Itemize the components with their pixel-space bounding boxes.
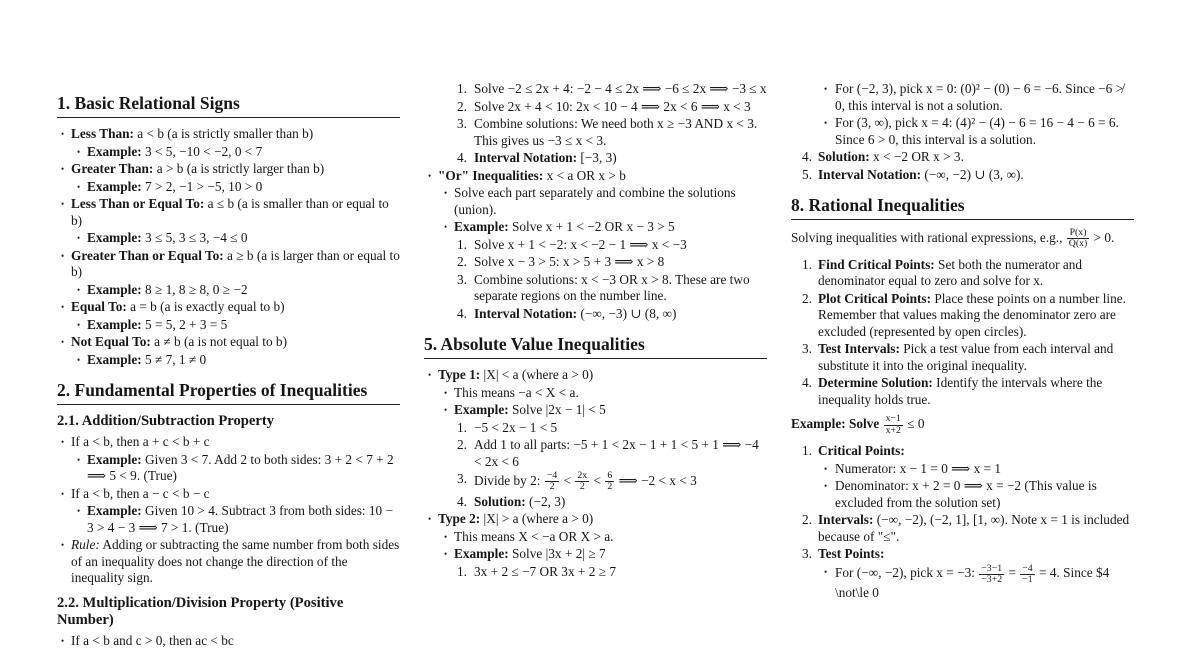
item-text: Solve x + 1 < −2: x < −2 − 1 ⟹ x < −3 — [474, 237, 687, 252]
item-label: Example: — [87, 503, 142, 518]
item-text: a ≥ b (a is larger than or equal to b) — [71, 248, 400, 280]
item-body — [87, 144, 262, 159]
bullet-marker: • — [77, 230, 80, 247]
bullet-marker: • — [61, 633, 64, 649]
item-body — [87, 317, 227, 332]
item-label: Not Equal To: — [71, 334, 151, 349]
item-label: Example: — [454, 219, 509, 234]
list-item — [57, 126, 400, 143]
bullet-marker: • — [61, 126, 64, 143]
item-label: Example: — [87, 282, 142, 297]
item-body — [454, 219, 675, 234]
item-label: Solution: — [818, 149, 870, 164]
item-text: x < a OR x > b — [543, 168, 626, 183]
item-label: Plot Critical Points: — [818, 291, 931, 306]
item-number: 2. — [424, 99, 467, 116]
item-body — [818, 546, 884, 561]
item-text: Denominator: x + 2 = 0 ⟹ x = −2 (This value is excluded from the solution set) — [835, 478, 1097, 510]
item-text: Solving inequalities with rational expressions, e.g., — [791, 230, 1066, 245]
item-number: 4. — [791, 149, 812, 166]
item-label: Critical Points: — [818, 443, 905, 458]
list-item — [424, 185, 767, 218]
list-item — [791, 512, 1134, 545]
item-body — [835, 478, 1097, 510]
item-body — [87, 452, 394, 484]
item-label: Less Than: — [71, 126, 134, 141]
subsection-heading: 2.1. Addition/Subtraction Property — [57, 413, 400, 430]
item-body — [87, 282, 248, 297]
list-item — [57, 248, 400, 281]
item-number: 3. — [791, 546, 812, 563]
item-text: a ≠ b (a is not equal to b) — [151, 334, 287, 349]
item-body — [438, 511, 593, 526]
item-text: 7 > 2, −1 > −5, 10 > 0 — [142, 179, 263, 194]
fraction-numerator: P(x) — [1067, 228, 1090, 239]
bullet-marker: • — [428, 367, 431, 384]
list-item — [57, 179, 400, 196]
item-text: −5 < 2x − 1 < 5 — [474, 420, 557, 435]
fraction — [1020, 564, 1034, 586]
list-item — [791, 81, 1134, 114]
item-text: x < −2 OR x > 3. — [870, 149, 964, 164]
item-label: Interval Notation: — [474, 306, 577, 321]
item-text: Numerator: x − 1 = 0 ⟹ x = 1 — [835, 461, 1001, 476]
list-item — [57, 230, 400, 247]
list-item — [57, 317, 400, 334]
list-item — [424, 254, 767, 271]
item-number: 1. — [424, 564, 467, 581]
item-body — [474, 237, 687, 252]
list-item — [424, 402, 767, 419]
item-body — [454, 529, 614, 544]
item-number: 1. — [791, 257, 812, 274]
fraction — [979, 564, 1004, 586]
fraction-denominator: x+2 — [884, 426, 903, 436]
list-item — [424, 529, 767, 546]
column-3 — [791, 80, 1134, 626]
item-number: 4. — [424, 306, 467, 323]
list-item — [424, 367, 767, 384]
list-item — [57, 299, 400, 316]
item-text: (−∞, −2) ∪ (3, ∞). — [921, 167, 1024, 182]
bullet-marker: • — [61, 334, 64, 351]
item-number: 3. — [791, 341, 812, 358]
item-body — [474, 306, 676, 321]
item-label: Find Critical Points: — [818, 257, 935, 272]
bullet-marker: • — [77, 317, 80, 334]
item-body — [454, 385, 579, 400]
item-body — [474, 254, 664, 269]
item-text: 3 ≤ 5, 3 ≤ 3, −4 ≤ 0 — [142, 230, 248, 245]
item-text: [−3, 3) — [577, 150, 617, 165]
item-text: Solve |3x + 2| ≥ 7 — [509, 546, 606, 561]
item-number: 1. — [424, 237, 467, 254]
item-text: Identify the intervals where the inequality holds true. — [818, 375, 1102, 407]
item-body — [87, 230, 248, 245]
item-text: Solve x − 3 > 5: x > 5 + 3 ⟹ x > 8 — [474, 254, 664, 269]
item-body — [71, 537, 399, 585]
item-text: 5 ≠ 7, 1 ≠ 0 — [142, 352, 206, 367]
list-item — [57, 282, 400, 299]
item-text: 5 = 5, 2 + 3 = 5 — [142, 317, 228, 332]
item-text: (−∞, −3) ∪ (8, ∞) — [577, 306, 676, 321]
item-label: Solution: — [474, 494, 526, 509]
item-body — [474, 150, 617, 165]
item-label: Intervals: — [818, 512, 873, 527]
item-text: (−2, 3) — [526, 494, 566, 509]
item-text: For (−∞, −2), pick x = −3: — [835, 565, 978, 580]
item-body — [474, 99, 751, 114]
item-label: Example: — [454, 546, 509, 561]
item-text: |X| < a (where a > 0) — [480, 367, 593, 382]
bullet-marker: • — [444, 219, 447, 236]
list-item — [424, 494, 767, 511]
list-item — [57, 537, 400, 587]
item-number: 4. — [791, 375, 812, 392]
item-number: 2. — [791, 512, 812, 529]
item-number: 2. — [791, 291, 812, 308]
bullet-marker: • — [444, 546, 447, 563]
list-item — [57, 503, 400, 536]
item-label: Example: — [87, 230, 142, 245]
item-body — [87, 352, 206, 367]
item-number: 5. — [791, 167, 812, 184]
fraction-denominator: 2 — [605, 482, 614, 492]
item-label: Greater Than or Equal To: — [71, 248, 224, 263]
item-label: Type 2: — [438, 511, 480, 526]
bullet-marker: • — [428, 168, 431, 185]
item-text: This means X < −a OR X > a. — [454, 529, 614, 544]
fraction — [1067, 228, 1090, 250]
item-label: Determine Solution: — [818, 375, 933, 390]
item-text: Place these points on a number line. Remember that values making the denominator zero are excluded (represented by open circles). — [818, 291, 1126, 339]
list-item — [424, 219, 767, 236]
item-text: 3 < 5, −10 < −2, 0 < 7 — [142, 144, 263, 159]
list-item — [791, 291, 1134, 341]
item-body — [818, 341, 1113, 373]
item-text: Divide by 2: — [474, 473, 544, 488]
item-text: Combine solutions: x < −3 OR x > 8. These are two separate regions on the number line. — [474, 272, 750, 304]
item-text: Pick a test value from each interval and substitute it into the original inequality. — [818, 341, 1113, 373]
item-text: > 0. — [1090, 230, 1114, 245]
list-item — [424, 81, 767, 98]
list-item — [791, 546, 1134, 563]
item-label: Rule: — [71, 537, 100, 552]
bullet-marker: • — [428, 511, 431, 528]
item-text: < — [590, 473, 604, 488]
item-text: Solve x + 1 < −2 OR x − 3 > 5 — [509, 219, 675, 234]
section-heading: 5. Absolute Value Inequalities — [424, 334, 767, 359]
bullet-marker: • — [824, 478, 827, 495]
list-item — [424, 385, 767, 402]
subsection-heading: 2.2. Multiplication/Division Property (Positive Number) — [57, 595, 400, 629]
list-item — [791, 115, 1134, 148]
fraction-numerator: −4 — [1020, 564, 1034, 575]
fraction-denominator: −3+2 — [979, 575, 1004, 585]
fraction — [605, 471, 614, 493]
item-body — [71, 434, 210, 449]
item-label: Interval Notation: — [818, 167, 921, 182]
item-body — [71, 248, 400, 280]
list-item — [791, 564, 1134, 602]
column-2 — [424, 80, 767, 626]
item-body — [454, 185, 736, 217]
list-item — [424, 237, 767, 254]
fraction-denominator: Q(x) — [1067, 239, 1090, 249]
item-number: 1. — [424, 420, 467, 437]
section-heading: 1. Basic Relational Signs — [57, 93, 400, 118]
item-label: Example: — [87, 144, 142, 159]
item-number: 4. — [424, 494, 467, 511]
bullet-marker: • — [77, 503, 80, 520]
item-body — [87, 179, 262, 194]
list-item — [424, 471, 767, 493]
item-number: 1. — [424, 81, 467, 98]
item-label: Test Intervals: — [818, 341, 900, 356]
item-number: 1. — [791, 443, 812, 460]
item-label: Example: — [454, 402, 509, 417]
list-item — [424, 168, 767, 185]
fraction-numerator: x−1 — [884, 414, 903, 425]
item-body — [818, 291, 1126, 339]
item-text: Add 1 to all parts: −5 + 1 < 2x − 1 + 1 < 5 + 1 ⟹ −4 < 2x < 6 — [474, 437, 759, 469]
list-item — [57, 452, 400, 485]
item-body — [71, 196, 389, 228]
list-item — [57, 196, 400, 229]
list-item — [424, 564, 767, 581]
item-text: = — [1005, 565, 1019, 580]
item-text: Given 10 > 4. Subtract 3 from both sides: 10 − 3 > 4 − 3 ⟹ 7 > 1. (True) — [87, 503, 393, 535]
item-body — [474, 272, 750, 304]
item-body — [474, 437, 759, 469]
item-text: Combine solutions: We need both x ≥ −3 AND x < 3. This gives us −3 ≤ x < 3. — [474, 116, 757, 148]
item-body — [71, 633, 234, 648]
list-item — [791, 167, 1134, 184]
item-text: Set both the numerator and denominator equal to zero and solve for x. — [818, 257, 1082, 289]
item-text: Solve −2 ≤ 2x + 4: −2 − 4 ≤ 2x ⟹ −6 ≤ 2x ⟹ −3 ≤ x — [474, 81, 767, 96]
list-item — [791, 443, 1134, 460]
item-label: Less Than or Equal To: — [71, 196, 204, 211]
bullet-marker: • — [444, 402, 447, 419]
item-text: This means −a < X < a. — [454, 385, 579, 400]
list-item — [791, 257, 1134, 290]
fraction-numerator: 2x — [575, 471, 589, 482]
item-label: Example: — [87, 179, 142, 194]
list-item — [57, 334, 400, 351]
fraction-numerator: −3−1 — [979, 564, 1004, 575]
item-body — [71, 334, 287, 349]
item-text: |X| > a (where a > 0) — [480, 511, 593, 526]
bullet-marker: • — [444, 529, 447, 546]
list-item — [424, 306, 767, 323]
item-body — [474, 81, 767, 96]
list-item — [424, 116, 767, 149]
item-label: Example: Solve — [791, 416, 883, 431]
item-text: Solve |2x − 1| < 5 — [509, 402, 606, 417]
item-text: 8 ≥ 1, 8 ≥ 8, 0 ≥ −2 — [142, 282, 248, 297]
item-body — [474, 420, 557, 435]
item-text: If a < b, then a − c < b − c — [71, 486, 210, 501]
item-body — [835, 115, 1119, 147]
item-body — [438, 367, 593, 382]
item-text: Adding or subtracting the same number from both sides of an inequality does not change the direction of the inequality sign. — [71, 537, 399, 585]
list-item — [57, 434, 400, 451]
item-label: Interval Notation: — [474, 150, 577, 165]
item-body — [474, 564, 616, 579]
item-label: Greater Than: — [71, 161, 153, 176]
fraction — [575, 471, 589, 493]
bullet-marker: • — [61, 299, 64, 316]
item-body — [818, 257, 1082, 289]
bullet-marker: • — [61, 196, 64, 213]
item-text: If a < b, then a + c < b + c — [71, 434, 210, 449]
section-heading: 8. Rational Inequalities — [791, 195, 1134, 220]
bullet-marker: • — [61, 486, 64, 503]
list-item — [57, 633, 400, 649]
item-label: "Or" Inequalities: — [438, 168, 543, 183]
section-heading: 2. Fundamental Properties of Inequalities — [57, 380, 400, 405]
bullet-marker: • — [824, 564, 827, 581]
item-body — [438, 168, 626, 183]
bullet-marker: • — [824, 81, 827, 98]
fraction — [884, 414, 903, 436]
item-label: Example: — [87, 352, 142, 367]
item-number: 4. — [424, 150, 467, 167]
fraction-denominator: 2 — [575, 482, 589, 492]
bullet-marker: • — [77, 179, 80, 196]
fraction-numerator: 6 — [605, 471, 614, 482]
item-text: Solve 2x + 4 < 10: 2x < 10 − 4 ⟹ 2x < 6 ⟹ x < 3 — [474, 99, 751, 114]
item-number: 3. — [424, 272, 467, 289]
paragraph — [791, 228, 1134, 250]
item-body — [71, 299, 285, 314]
list-item — [791, 149, 1134, 166]
item-label: Equal To: — [71, 299, 127, 314]
item-text: Solve each part separately and combine the solutions (union). — [454, 185, 736, 217]
item-text: a > b (a is strictly larger than b) — [153, 161, 324, 176]
item-body — [474, 494, 565, 509]
list-item — [424, 150, 767, 167]
list-item — [424, 546, 767, 563]
list-item — [57, 352, 400, 369]
item-text: < — [560, 473, 574, 488]
item-text: ⟹ −2 < x < 3 — [615, 473, 696, 488]
item-body — [835, 81, 1123, 113]
column-1 — [57, 80, 400, 626]
bullet-marker: • — [77, 282, 80, 299]
bullet-marker: • — [444, 385, 447, 402]
item-body — [835, 565, 1109, 600]
list-item — [424, 420, 767, 437]
list-item — [57, 486, 400, 503]
item-text: For (−2, 3), pick x = 0: (0)² − (0) − 6 = −6. Since −6 ≯ 0, this interval is not a solution. — [835, 81, 1123, 113]
paragraph — [791, 414, 1134, 436]
bullet-marker: • — [77, 144, 80, 161]
list-item — [57, 161, 400, 178]
item-number: 3. — [424, 471, 467, 488]
item-label: Example: — [87, 452, 142, 467]
bullet-marker: • — [61, 434, 64, 451]
list-item — [424, 272, 767, 305]
item-text: Given 3 < 7. Add 2 to both sides: 3 + 2 < 7 + 2 ⟹ 5 < 9. (True) — [87, 452, 394, 484]
fraction-numerator: −4 — [545, 471, 559, 482]
item-text: a ≤ b (a is smaller than or equal to b) — [71, 196, 389, 228]
item-number: 3. — [424, 116, 467, 133]
bullet-marker: • — [61, 161, 64, 178]
item-text: = 4. Since $4 \not\le 0 — [835, 565, 1109, 600]
item-body — [818, 375, 1102, 407]
list-item — [424, 511, 767, 528]
list-item — [57, 144, 400, 161]
item-label: Test Points: — [818, 546, 884, 561]
item-label: Type 1: — [438, 367, 480, 382]
item-body — [87, 503, 393, 535]
list-item — [791, 461, 1134, 478]
item-number: 2. — [424, 437, 467, 454]
item-body — [454, 546, 606, 561]
bullet-marker: • — [77, 352, 80, 369]
item-body — [474, 473, 697, 488]
list-item — [791, 478, 1134, 511]
item-body — [71, 486, 210, 501]
item-body — [818, 512, 1129, 544]
list-item — [424, 99, 767, 116]
item-body — [818, 443, 905, 458]
item-text: 3x + 2 ≤ −7 OR 3x + 2 ≥ 7 — [474, 564, 616, 579]
bullet-marker: • — [77, 452, 80, 469]
item-text: a < b (a is strictly smaller than b) — [134, 126, 313, 141]
item-label: Example: — [87, 317, 142, 332]
item-text: If a < b and c > 0, then ac < bc — [71, 633, 234, 648]
item-text: ≤ 0 — [904, 416, 925, 431]
item-body — [454, 402, 606, 417]
bullet-marker: • — [824, 115, 827, 132]
bullet-marker: • — [824, 461, 827, 478]
fraction — [545, 471, 559, 493]
item-body — [71, 126, 313, 141]
item-text: a = b (a is exactly equal to b) — [127, 299, 285, 314]
list-item — [791, 375, 1134, 408]
item-body — [474, 116, 757, 148]
item-text: For (3, ∞), pick x = 4: (4)² − (4) − 6 = 16 − 4 − 6 = 6. Since 6 > 0, this interval is a solution. — [835, 115, 1119, 147]
fraction-denominator: −1 — [1020, 575, 1034, 585]
list-item — [424, 437, 767, 470]
item-text: (−∞, −2), (−2, 1], [1, ∞). Note x = 1 is included because of "≤". — [818, 512, 1129, 544]
bullet-marker: • — [444, 185, 447, 202]
list-item — [791, 341, 1134, 374]
item-body — [818, 149, 964, 164]
item-body — [835, 461, 1001, 476]
item-number: 2. — [424, 254, 467, 271]
fraction-denominator: 2 — [545, 482, 559, 492]
bullet-marker: • — [61, 248, 64, 265]
item-body — [71, 161, 324, 176]
bullet-marker: • — [61, 537, 64, 554]
item-body — [818, 167, 1024, 182]
